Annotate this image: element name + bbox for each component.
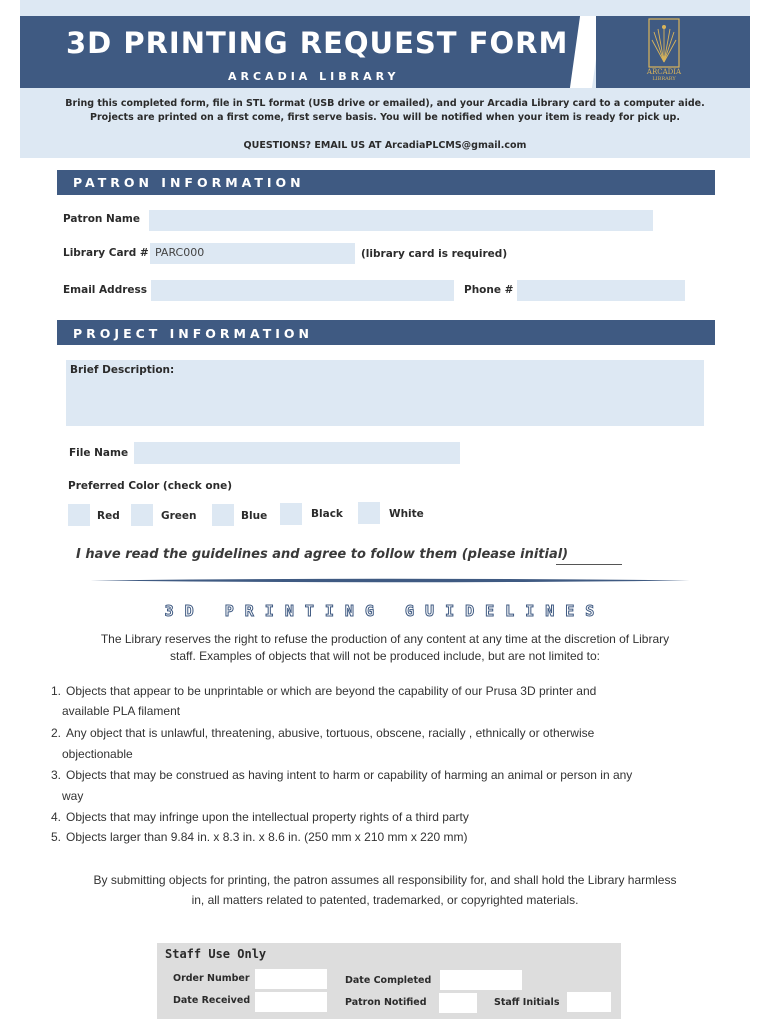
guideline-2-text: Any object that is unlawful, threatening, abusive, tortuous, obscene, racially , ethnically or otherwise [66,726,595,740]
red-checkbox[interactable] [68,504,90,526]
staff-initials-label: Staff Initials [494,997,560,1008]
preferred-color-label: Preferred Color (check one) [68,480,232,492]
staff-use-title: Staff Use Only [165,947,267,961]
initial-line[interactable] [556,564,622,565]
guideline-3-text-cont: way [62,789,84,803]
black-checkbox[interactable] [280,503,302,525]
green-label: Green [161,510,197,522]
guidelines-intro-line-1: The Library reserves the right to refuse the production of any content at any time at the discretion of Library [100,632,670,646]
section-divider [90,578,690,583]
black-label: Black [311,508,343,520]
logo-text: ARCADIA [646,68,682,76]
library-card-field[interactable]: PARC000 [150,243,355,264]
library-card-note: (library card is required) [361,248,508,260]
guideline-5-number: 5. [51,830,62,844]
patron-name-field[interactable] [149,210,653,231]
library-name: ARCADIA LIBRARY [228,70,400,83]
brief-description-label: Brief Description: [70,364,175,376]
blue-label: Blue [241,510,268,522]
project-section-title: PROJECT INFORMATION [73,326,313,341]
white-checkbox[interactable] [358,502,380,524]
intro-line-1: Bring this completed form, file in STL format (USB drive or emailed), and your Arcadia Library card to a computer aide. [65,98,705,109]
date-completed-field[interactable] [440,970,522,990]
guideline-2-number: 2. [51,726,62,740]
guideline-3-text: Objects that may be construed as having intent to harm or capability of harming an animal or person in any [66,768,633,782]
red-label: Red [97,510,120,522]
guideline-1-number: 1. [51,684,62,698]
staff-initials-field[interactable] [567,992,611,1012]
patron-notified-field[interactable] [439,993,477,1013]
closing-line-1: By submitting objects for printing, the patron assumes all responsibility for, and shall hold the Library harmless [93,873,677,887]
green-checkbox[interactable] [131,504,153,526]
patron-name-label: Patron Name [63,213,140,225]
date-received-field[interactable] [255,992,327,1012]
patron-notified-label: Patron Notified [345,997,427,1008]
logo-wordmark [640,68,688,82]
logo-subtext: LIBRARY [652,76,676,82]
closing-line-2: in, all matters related to patented, trademarked, or copyrighted materials. [191,893,579,907]
form-title: 3D PRINTING REQUEST FORM [66,26,569,60]
blue-checkbox[interactable] [212,504,234,526]
library-card-label: Library Card # [63,247,149,259]
guidelines-title: 3D PRINTING GUIDELINES [164,602,606,620]
guideline-1-text-cont: available PLA filament [62,704,181,718]
guideline-5-text: Objects larger than 9.84 in. x 8.3 in. x 8.6 in. (250 mm x 210 mm x 220 mm) [66,830,468,844]
agreement-statement: I have read the guidelines and agree to follow them (please initial) [76,547,569,562]
file-name-label: File Name [69,447,129,459]
guideline-2-text-cont: objectionable [62,747,133,761]
guideline-1-text: Objects that appear to be unprintable or which are beyond the capability of our Prusa 3D printer and [66,684,597,698]
phone-field[interactable] [517,280,685,301]
white-label: White [389,508,424,520]
file-name-field[interactable] [134,442,460,464]
guideline-4-text: Objects that may infringe upon the intellectual property rights of a third party [66,810,469,824]
guidelines-intro-line-2: staff. Examples of objects that will not be produced include, but are not limited to: [169,649,601,663]
guideline-3-number: 3. [51,768,62,782]
questions-email: QUESTIONS? EMAIL US AT ArcadiaPLCMS@gmail.com [243,140,527,151]
order-number-label: Order Number [173,973,250,984]
email-field[interactable] [151,280,454,301]
intro-line-2: Projects are printed on a first come, first serve basis. You will be notified when your item is ready for pick up. [90,112,680,123]
date-completed-label: Date Completed [345,975,432,986]
date-received-label: Date Received [173,995,251,1006]
order-number-field[interactable] [255,969,327,989]
email-label: Email Address [63,284,148,296]
phone-label: Phone # [464,284,514,296]
patron-section-title: PATRON INFORMATION [73,175,305,190]
guideline-4-number: 4. [51,810,62,824]
